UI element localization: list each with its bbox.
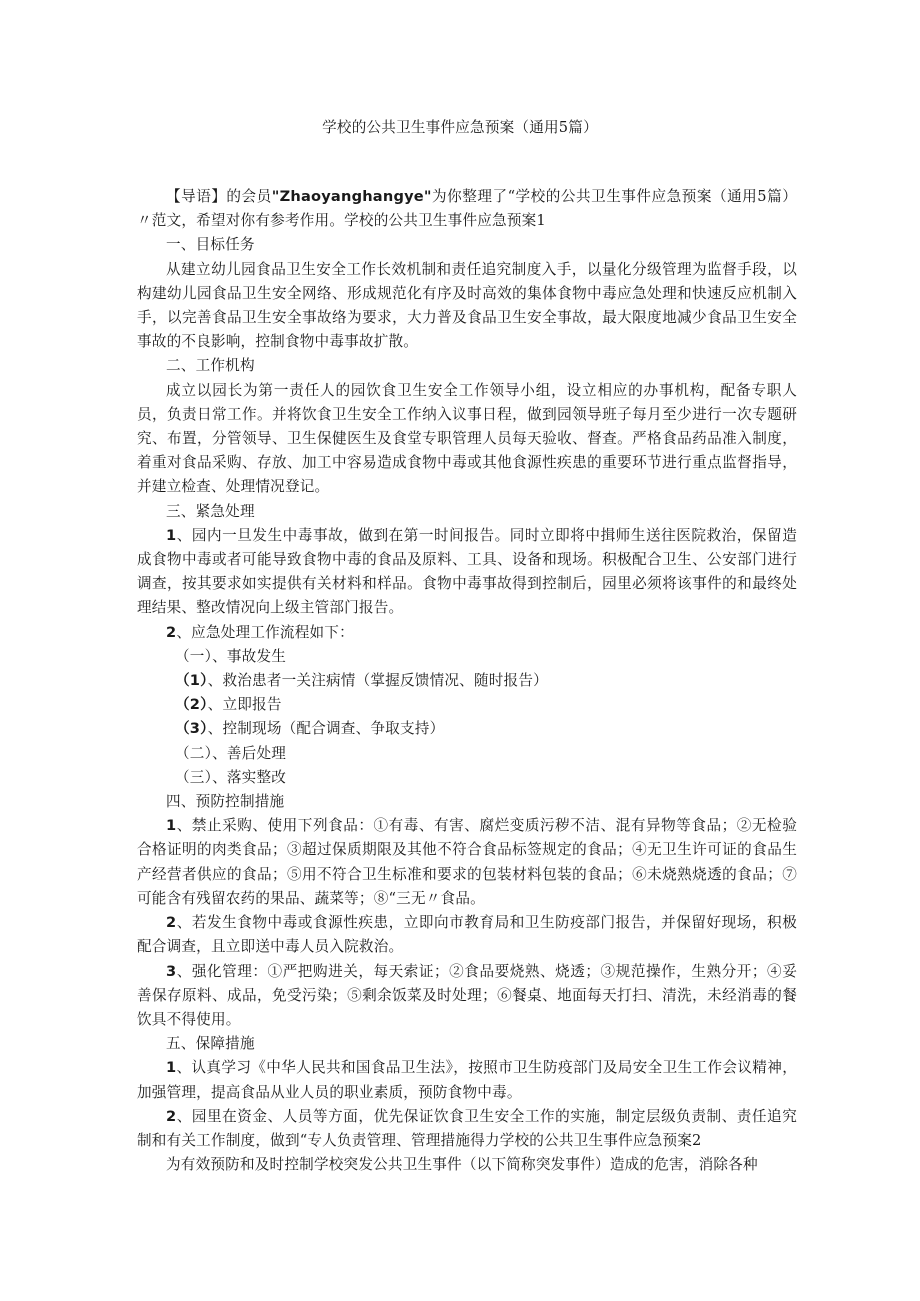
- item-number: 2: [166, 914, 177, 932]
- paragraph-emergency-1: [137, 524, 797, 621]
- paragraph-prevention-1: [137, 814, 797, 911]
- item-number: 1: [166, 526, 177, 544]
- paragraph-plan-2-intro: 为有效预防和及时控制学校突发公共卫生事件（以下简称突发事件）造成的危害，消除各种: [166, 1156, 758, 1174]
- document-body: [137, 185, 797, 1177]
- paragraph-guarantee-2: [137, 1105, 797, 1153]
- flow-step: （一）、事故发生: [175, 647, 287, 665]
- step-number: （3）: [175, 720, 208, 738]
- flow-step: （三）、落实整改: [175, 768, 287, 786]
- item-number: 1: [166, 1059, 177, 1077]
- paragraph-prevention-3: [137, 960, 797, 1033]
- lead-prefix: 【导语】的会员: [166, 188, 272, 205]
- section-heading-2: 二、工作机构: [166, 357, 255, 375]
- step-number: （2）: [175, 696, 208, 714]
- item-number: 2: [166, 1107, 177, 1125]
- item-text: 、若发生食物中毒或食源性疾患，立即向市教育局和卫生防疫部门报告，并保留好现场，积极配合调查，且立即送中毒人员入院救治。: [137, 914, 797, 956]
- step-text: 、控制现场（配合调查、争取支持）: [207, 720, 445, 738]
- section-heading-5: 五、保障措施: [166, 1035, 255, 1053]
- paragraph-organization: 成立以园长为第一责任人的园饮食卫生安全工作领导小组，设立相应的办事机构，配备专职人员，负责日常工作。并将饮食卫生安全工作纳入议事日程，做到园领导班子每月至少进行一次专题研究、布置，分管领导、卫生保健医生及食堂专职管理人员每天验收、督查。严格食品药品准入制度，着重对食品采购、存放、加工中容易造成食物中毒或其他食源性疾患的重要环节进行重点监督指导，并建立检查、处理情况登记。: [137, 381, 797, 496]
- item-number: 1: [166, 817, 177, 835]
- lead-rest: 为你整理了“学校的公共卫生事件应急预案（通用5篇）〃范文，希望对你有参考作用。学校的公共卫生事件应急预案1: [137, 188, 797, 230]
- flow-step: （二）、善后处理: [175, 744, 287, 762]
- item-text: 、禁止采购、使用下列食品：①有毒、有害、腐烂变质污秽不洁、混有异物等食品；②无检验合格证明的肉类食品；③超过保质期限及其他不符合食品标签规定的食品；④无卫生许可证的食品生产经营者供应的食品；⑤用不符合卫生标准和要求的包装材料包装的食品；⑥未烧熟烧透的食品；⑦可能含有残留农药的果品、蔬菜等；⑧“三无〃食品。: [137, 817, 797, 907]
- paragraph-goal: 从建立幼儿园食品卫生安全工作长效机制和责任追究制度入手，以量化分级管理为监督手段，以构建幼儿园食品卫生安全网络、形成规范化有序及时高效的集体食物中毒应急处理和快速反应机制入手，以完善食品卫生安全事故络为要求，大力普及食品卫生安全事故，最大限度地减少食品卫生安全事故的不良影响，控制食物中毒事故扩散。: [137, 260, 797, 351]
- item-text: 、强化管理：①严把购进关，每天索证；②食品要烧熟、烧透；③规范操作，生熟分开；④妥善保存原料、成品，免受污染；⑤剩余饭菜及时处理；⑥餐桌、地面每天打扫、清洗，未经消毒的餐饮具不得使用。: [137, 962, 797, 1028]
- flow-step: [137, 717, 797, 741]
- paragraph-guarantee-1: [137, 1056, 797, 1104]
- item-text: 、园内一旦发生中毒事故，做到在第一时间报告。同时立即将中揖师生送往医院救治，保留造成食物中毒或者可能导致食物中毒的食品及原料、工具、设备和现场。积极配合卫生、公安部门进行调查，按其要求如实提供有关材料和样品。食物中毒事故得到控制后，园里必须将该事件的和最终处理结果、整改情况向上级主管部门报告。: [137, 526, 797, 617]
- step-text: 、立即报告: [207, 696, 282, 714]
- lead-paragraph: [137, 185, 797, 233]
- flow-step: [137, 693, 797, 717]
- item-number: 3: [166, 962, 177, 980]
- paragraph-prevention-2: [137, 911, 797, 959]
- document-title: 学校的公共卫生事件应急预案（通用5篇）: [322, 119, 598, 136]
- item-text: 、认真学习《中华人民共和国食品卫生法》，按照市卫生防疫部门及局安全卫生工作会议精神，加强管理，提高食品从业人员的职业素质，预防食物中毒。: [137, 1059, 797, 1101]
- section-heading-1: 一、目标任务: [166, 236, 255, 254]
- step-number: （1）: [175, 672, 208, 690]
- item-number: 2: [166, 623, 177, 641]
- paragraph-emergency-2: [137, 621, 797, 645]
- item-text: 、园里在资金、人员等方面，优先保证饮食卫生安全工作的实施，制定层级负责制、责任追究制和有关工作制度，做到“专人负责管理、管理措施得力学校的公共卫生事件应急预案2: [137, 1107, 797, 1149]
- flow-step: [137, 669, 797, 693]
- section-heading-3: 三、紧急处理: [166, 502, 255, 520]
- section-heading-4: 四、预防控制措施: [166, 793, 285, 811]
- item-text: 、应急处理工作流程如下：: [176, 623, 354, 641]
- lead-member-name: "Zhaoyanghangye": [271, 188, 432, 205]
- step-text: 、救治患者一关注病情（掌握反馈情况、随时报告）: [207, 672, 548, 690]
